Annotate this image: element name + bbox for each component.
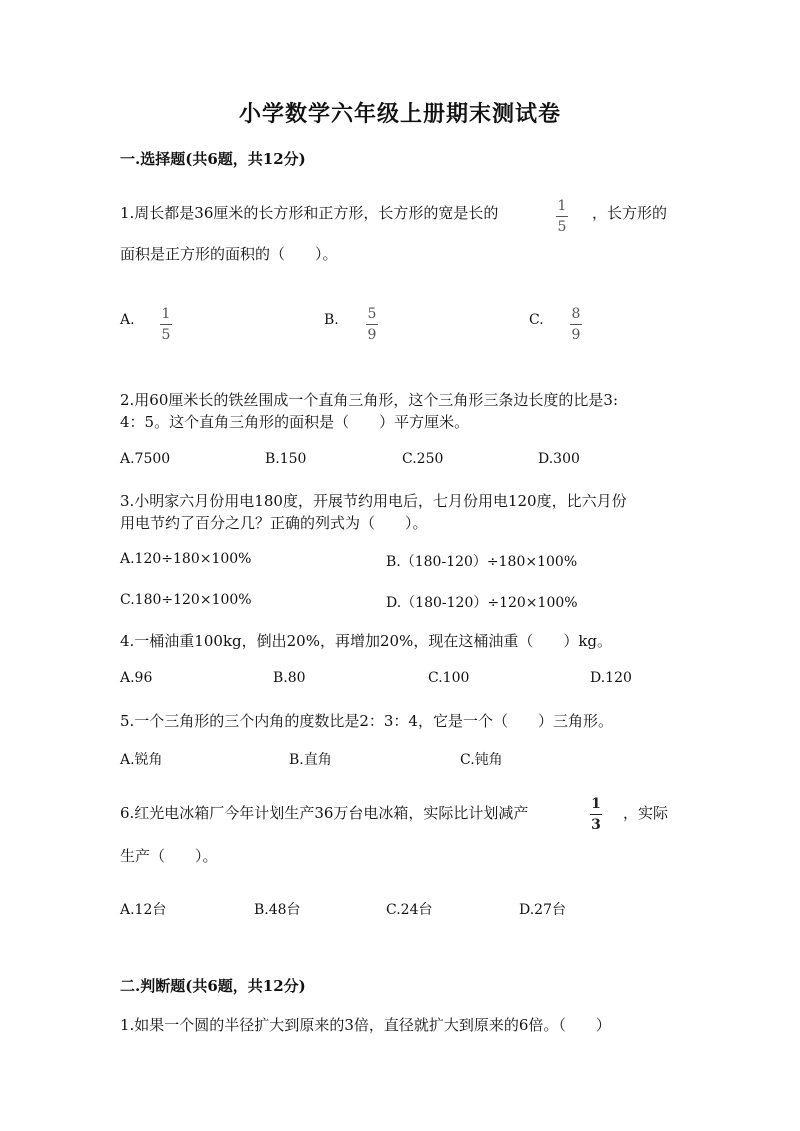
question-6-text-line2: 生产（ ）。	[120, 847, 218, 865]
fraction-numerator: 5	[367, 306, 377, 322]
question-4-option-d[interactable]: D.120	[590, 670, 632, 686]
question-6-text: 6.红光电冰箱厂今年计划生产36万台电冰箱，实际比计划减产	[120, 804, 529, 822]
question-1-option-b-fraction[interactable]	[366, 307, 378, 342]
fraction-bar	[556, 216, 568, 217]
question-6-option-c[interactable]: C.24台	[386, 902, 433, 918]
question-1-fraction	[556, 199, 568, 234]
question-1-text-cont: ，长方形的	[592, 204, 668, 222]
judgement-1-text: 1.如果一个圆的半径扩大到原来的3倍，直径就扩大到原来的6倍。（ ）	[120, 1016, 611, 1034]
question-5-option-a[interactable]: A.锐角	[120, 752, 163, 768]
question-3-text-line2: 用电节约了百分之几？正确的列式为（ ）。	[120, 514, 428, 532]
question-1-option-a-label[interactable]: A.	[120, 312, 135, 328]
question-2-text: 2.用60厘米长的铁丝围成一个直角三角形，这个三角形三条边长度的比是3:	[120, 391, 618, 409]
fraction-bar	[160, 324, 172, 325]
question-1-option-c-label[interactable]: C.	[529, 312, 544, 328]
section-heading-choice: 一.选择题(共6题，共12分)	[120, 150, 306, 168]
question-2-text-line2: 4：5。这个直角三角形的面积是（ ）平方厘米。	[120, 413, 470, 431]
question-4-option-a[interactable]: A.96	[120, 670, 153, 686]
question-5-text: 5.一个三角形的三个内角的度数比是2：3：4，它是一个（ ）三角形。	[120, 712, 613, 730]
question-1-option-c-fraction[interactable]	[570, 307, 582, 342]
fraction-bar	[570, 324, 582, 325]
question-3-option-d[interactable]: D.（180-120）÷120×100%	[386, 595, 578, 611]
page-title: 小学数学六年级上册期末测试卷	[238, 101, 561, 127]
question-3-text: 3.小明家六月份用电180度，开展节约用电后，七月份用电120度，比六月份	[120, 492, 627, 510]
question-6-option-d[interactable]: D.27台	[519, 902, 566, 918]
fraction-denominator: 3	[591, 817, 601, 833]
fraction-denominator: 9	[571, 327, 581, 343]
fraction-numerator: 8	[571, 306, 581, 322]
question-3-option-a[interactable]: A.120÷180×100%	[120, 551, 252, 567]
question-2-option-c[interactable]: C.250	[402, 451, 444, 467]
question-2-option-a[interactable]: A.7500	[120, 451, 171, 467]
fraction-denominator: 9	[367, 327, 377, 343]
fraction-numerator: 1	[591, 796, 601, 812]
question-3-option-b[interactable]: B.（180-120）÷180×100%	[386, 554, 578, 570]
question-1-option-b-label[interactable]: B.	[324, 312, 339, 328]
question-1-option-a-fraction[interactable]	[160, 307, 172, 342]
question-4-option-c[interactable]: C.100	[428, 670, 470, 686]
question-2-option-b[interactable]: B.150	[265, 451, 307, 467]
fraction-bar	[366, 324, 378, 325]
question-1-text-line2: 面积是正方形的面积的（ ）。	[120, 245, 338, 263]
question-4-option-b[interactable]: B.80	[273, 670, 306, 686]
question-3-option-c[interactable]: C.180÷120×100%	[120, 592, 252, 608]
question-6-text-cont: ，实际	[623, 804, 669, 822]
fraction-denominator: 5	[557, 219, 567, 235]
question-4-text: 4.一桶油重100kg，倒出20%，再增加20%，现在这桶油重（ ）kg。	[120, 632, 613, 650]
question-6-fraction	[590, 797, 602, 832]
fraction-numerator: 1	[557, 198, 567, 214]
question-2-option-d[interactable]: D.300	[538, 451, 580, 467]
question-5-option-b[interactable]: B.直角	[289, 752, 332, 768]
question-6-option-b[interactable]: B.48台	[254, 902, 301, 918]
fraction-denominator: 5	[161, 327, 171, 343]
fraction-numerator: 1	[161, 306, 171, 322]
question-5-option-c[interactable]: C.钝角	[460, 752, 503, 768]
question-6-option-a[interactable]: A.12台	[120, 902, 167, 918]
section-heading-judgement: 二.判断题(共6题，共12分)	[120, 977, 306, 995]
fraction-bar	[590, 814, 602, 815]
question-1-text: 1.周长都是36厘米的长方形和正方形，长方形的宽是长的	[120, 204, 499, 222]
